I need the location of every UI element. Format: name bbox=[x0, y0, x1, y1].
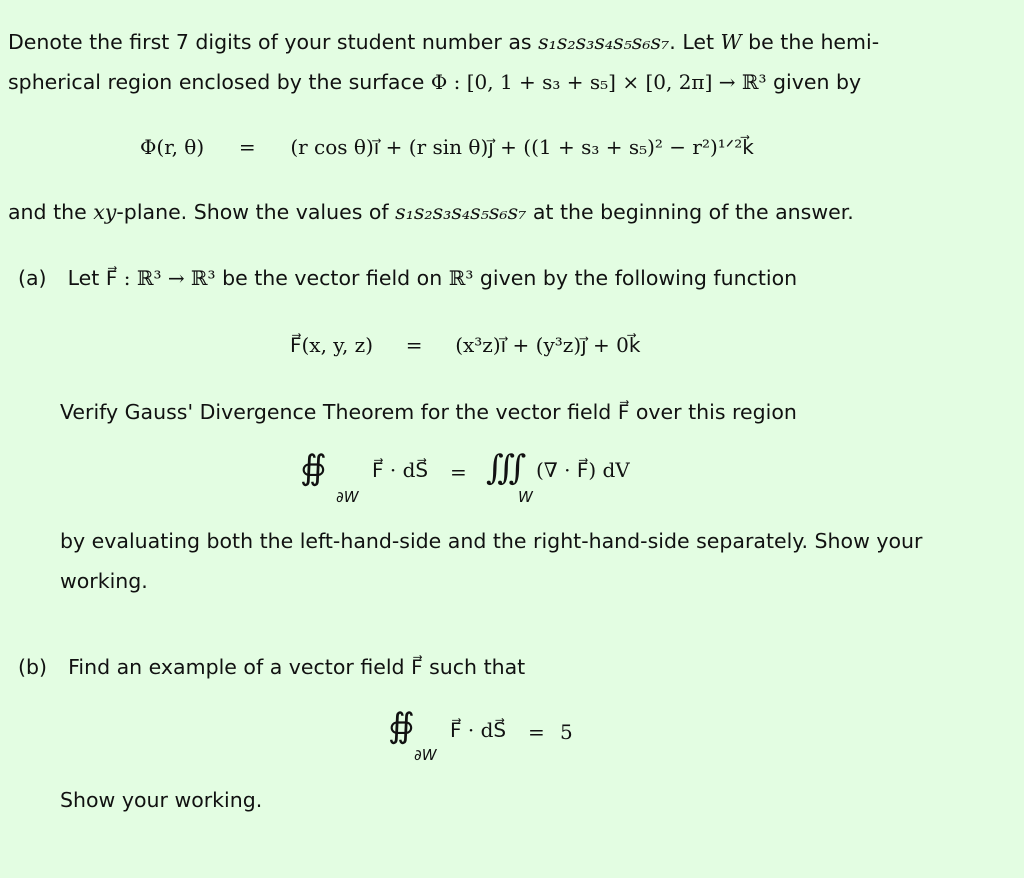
surface-integral-sub: ∂W bbox=[336, 488, 359, 506]
volume-integral-sub: W bbox=[518, 488, 533, 506]
flux-body: F⃗ · dS⃗ bbox=[450, 718, 507, 742]
verify-line: Verify Gauss' Divergence Theorem for the vector field F⃗ over this region bbox=[60, 400, 797, 424]
part-b-working: Show your working. bbox=[60, 788, 263, 812]
flux-integral-sub: ∂W bbox=[414, 746, 437, 764]
surface-map: Φ : [0, 1 + s₃ + s₅] × [0, 2π] → ℝ³ bbox=[430, 70, 767, 94]
region-symbol: W bbox=[720, 30, 742, 54]
student-digits: s₁s₂s₃s₄s₅s₆s₇ bbox=[538, 30, 670, 54]
flux-value: 5 bbox=[560, 720, 573, 744]
field-rhs: (x³z)i⃗ + (y³z)j⃗ + 0k⃗ bbox=[455, 333, 641, 357]
field-map: F⃗ : ℝ³ → ℝ³ bbox=[105, 266, 216, 290]
part-a-label: (a) bbox=[18, 266, 47, 290]
intro-line-1: Denote the first 7 digits of your student number as s₁s₂s₃s₄s₅s₆s₇. Let W be the hemi- bbox=[8, 30, 880, 54]
working-line-2: working. bbox=[60, 569, 148, 593]
gauss-equals: = bbox=[450, 460, 467, 484]
part-a-intro: (a) Let F⃗ : ℝ³ → ℝ³ be the vector field on ℝ³ given by the following function bbox=[18, 266, 798, 290]
after-equation-line: and the xy-plane. Show the values of s₁s₂s₃s₄s₅s₆s₇ at the beginning of the answer. bbox=[8, 200, 854, 224]
gauss-lhs-body: F⃗ · dS⃗ bbox=[372, 458, 429, 482]
part-b-label: (b) bbox=[18, 655, 48, 679]
phi-lhs: Φ(r, θ) bbox=[140, 135, 205, 159]
flux-equals: = bbox=[528, 720, 545, 744]
field-equation bbox=[290, 333, 640, 357]
field-equals: = bbox=[405, 333, 423, 357]
field-lhs: F⃗(x, y, z) bbox=[290, 333, 373, 357]
gauss-rhs-body: (∇ · F⃗) dV bbox=[536, 458, 630, 482]
flux-integral-symbol: ∯ bbox=[388, 706, 415, 746]
surface-integral-symbol: ∯ bbox=[300, 448, 327, 488]
phi-equals: = bbox=[238, 135, 256, 159]
phi-rhs: (r cos θ)i⃗ + (r sin θ)j⃗ + ((1 + s₃ + s₅)² − r²)¹ᐟ²k⃗ bbox=[290, 135, 754, 159]
phi-equation bbox=[140, 135, 754, 159]
intro-line-2: spherical region enclosed by the surface Φ : [0, 1 + s₃ + s₅] × [0, 2π] → ℝ³ given by bbox=[8, 70, 862, 94]
part-b-intro: (b) Find an example of a vector field F⃗ such that bbox=[18, 655, 526, 679]
volume-integral-symbol: ∭ bbox=[486, 448, 527, 488]
working-line-1: by evaluating both the left-hand-side and the right-hand-side separately. Show your bbox=[60, 529, 923, 553]
